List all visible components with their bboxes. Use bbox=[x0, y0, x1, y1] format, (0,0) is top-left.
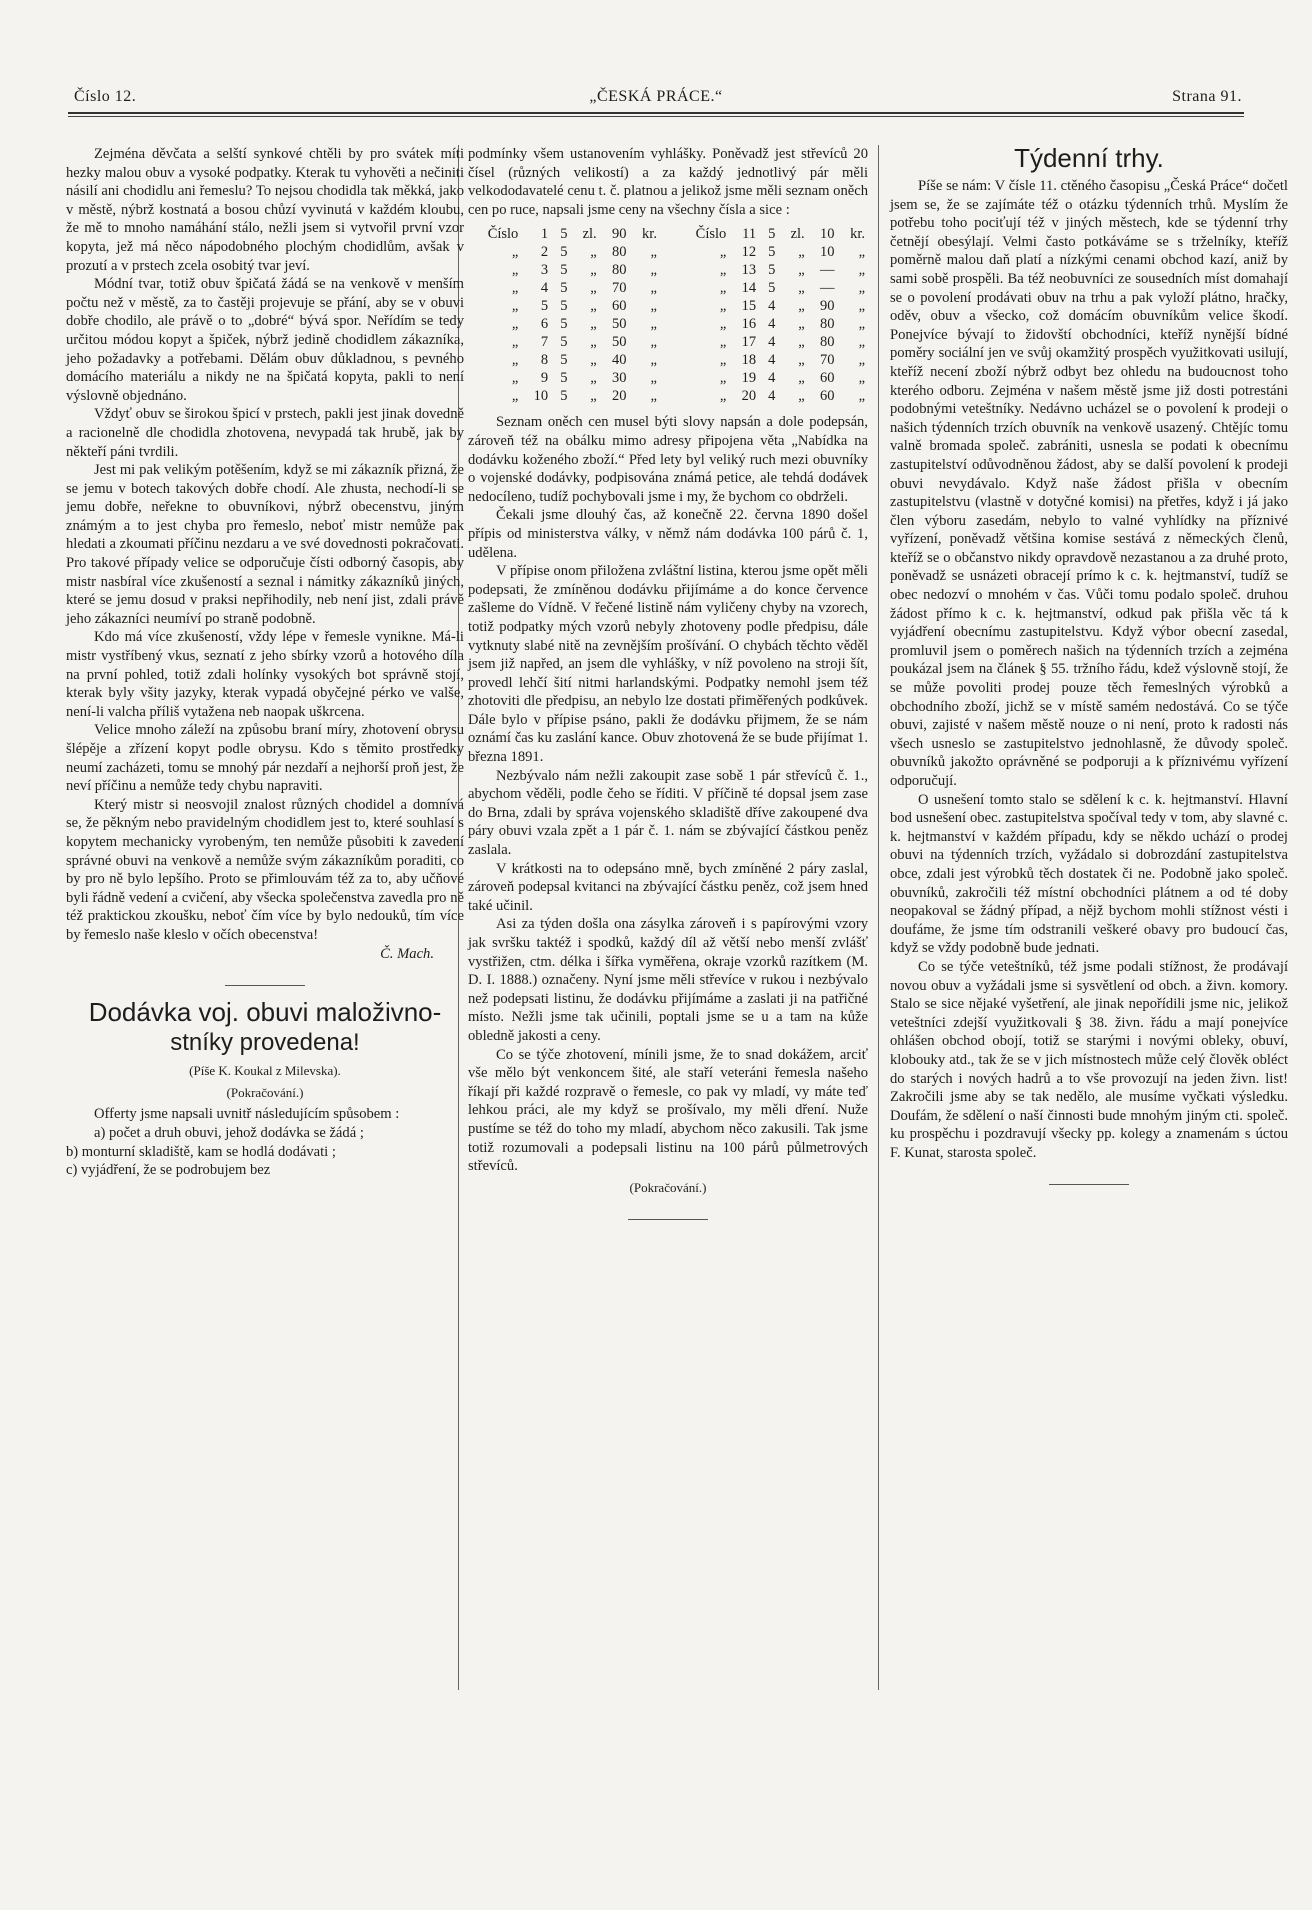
table-cell: 5 bbox=[768, 226, 776, 243]
table-cell: 30 bbox=[612, 370, 627, 387]
table-cell: „ bbox=[858, 244, 865, 261]
table-row bbox=[468, 333, 868, 351]
paragraph: Co se týče zhotovení, mínili jsme, že to snad dokážem, arciť vše mělo být venkoncem šité, ale staří veteráni řemesla našeho říkají při každé rozpravě o řemesle, co pak vy mladí, vy máte teď lehkou práci, ale my když se prošívalo, my měli dření. Nuže pustíme se též do toho my mladí, abychom něco zakusili. Tak jsme totiž rozumovali a podepsali listinu na 100 párů půlmetrových střevíců. bbox=[468, 1046, 868, 1175]
table-cell: 50 bbox=[612, 316, 627, 333]
table-cell: 4 bbox=[768, 298, 776, 315]
table-cell: 20 bbox=[741, 388, 757, 405]
table-cell: 5 bbox=[560, 262, 568, 279]
issue-number: Číslo 12. bbox=[74, 88, 137, 105]
table-row bbox=[468, 387, 868, 405]
paragraph: Seznam oněch cen musel býti slovy napsán a dole podepsán, zároveň též na obálku mimo adresy připojena věta „Nabídka na dodávku koženého zboží.“ Před lety byl veliký ruch mezi obuvníky o vojenské dodávky, podpisována známá petice, ale tehdá dodávek nedocíleno, tudíž pochybovali jsme i my, že bychom co obdrželi. bbox=[468, 414, 868, 505]
table-cell: „ bbox=[590, 388, 597, 405]
table-cell: „ bbox=[650, 280, 657, 297]
paragraph: Který mistr si neosvojil znalost různých chodidel a domnívá se, že pěkným nebo pravidelným chodidlem jest to, které souhlasí s kopytem mechanicky vyrobeným, ten nemůže působiti k zavedení správné obuvi na venkově a nemůže svým zákazníkům poraditi, co by pro ně bylo lepšího. Proto se přimlouvám též za to, aby učňové byli řádně vedení a cvičení, aby všecka společenstva zavedla pro ně též praktickou zkoušku, neboť čím více by bylo nedouků, tím více by řemeslo naše kleslo v očích obecenstva! bbox=[66, 796, 464, 943]
table-cell: „ bbox=[590, 334, 597, 351]
table-cell: „ bbox=[798, 280, 805, 297]
paragraph: Píše se nám: V čísle 11. ctěného časopisu „Česká Práce“ dočetl jsem se, že se zajímáte též o otázku týdenních trhů. Myslím že potřebu toho pociťují též v jiných městech, kde se týdenní trhy četnějí obesýlají. Velmi často potkáváme se s trželníky, kteříž poměrně malou daň platí a nízkými cenami obchod kazí, aniž by sami sobě prospěli. Ba též neobuvníci ze sousedních míst domahají se o povolení prodávati obuv na trhu a pak vyloží plátno, hračky, oděv, obuv a všecko, což domácím obuvníkům velice škodí. Ponejvíce bývají to židovští obchodníci, kteříž nynější bídné poměry sociální jen ve svůj okamžitý prospěch využitkovati usilují, kteříž necení zboží nýbrž odbyt bez ohledu na budoucnost toho kterého odboru. Zejména v našem městě jsme již dosti potrestáni podobnými veteštníky. Nedávno ucházel se o povolení k prodeji o našich týdenních trzích obuvník na venkově usazený. Chtějíc tomu valně bromada společ. zabrániti, usnesla se podati k obecnímu zastupitelství odůvodněnou žádost, aby se další povolení k prodeji obuvi nevydávalo. Když naše žádost přišla v obecním zastupitelstvu (vlastně v dotyčné komisi) na přetřes, když i já jako člen výboru zasedám, nebylo to valné vyhlídky na příznivé vyřízení, poněvadž většina komise sestává z německých členů, kteříž se o občanstvo nikdy opravdově nezastanou a za druhé proto, poněvadž se usnázeti obracejí prímo k c. k. hejtmanství, tudíž se obec nedozví o mnohém v čas. Vůči tomu podalo společ. druhou žádost přímo k c. k. hejtmanství, odkud pak přišla věc tá k vyjádření obecnímu zastupitelstvu. Když výbor obecní zasedal, promluvil jsem o poměrech našich na týdenních trzích a zejména poukázal jsem na článek § 55. tržního řádu, kdež výslovně stojí, že se může povoliti prodej pouze těch řemeslných výrobků a obchodního zboží, jichž se v místě samém nedostává. Co se týče obuvi, zajisté v našem městě nouze o ni není, proto k radosti nás všech usneslo se zastupitelstvo jednohlasně, že důvody společ. obuvníků jakožto oprávněné se podporuji a k příznivému vyřízení odporučují. bbox=[890, 178, 1288, 789]
table-cell: 5 bbox=[560, 316, 568, 333]
paragraph: Velice mnoho záleží na způsobu braní míry, zhotovení obrysu šlépěje a zřízení kopyt podle obrysu. Kdo s těmito prostředky neumí zacházeti, tomu se mnohý pár nezdaří a nejhorší proň jest, že neví příčinu a nemůže tedy chybu napraviti. bbox=[66, 722, 464, 795]
article-title: Týdenní trhy. bbox=[1014, 143, 1164, 173]
table-cell: 40 bbox=[612, 352, 627, 369]
table-cell: 90 bbox=[820, 298, 835, 315]
table-cell: — bbox=[820, 280, 835, 297]
paragraph: Asi za týden došla ona zásylka zároveň i s papírovými vzory jak svršku taktéž i spodků, každý díl až větší nebo menší zvlášť vystřižen, ctm. délka i šířka vyměřena, okraje vzorků razítkem (M. D. I. 1888.) označeny. Nyní jsme měli střevíce v rukou i nezbývalo než podepsati listinu, že dodávku přijímáme a zaslati ji na patřičné místo. Nežli jsme tak učinili, poptali jsme se u a tam na kůže obledně jakosti a ceny. bbox=[468, 916, 868, 1044]
column-divider bbox=[878, 145, 879, 1690]
page-number: Strana 91. bbox=[1172, 88, 1242, 105]
table-cell: 5 bbox=[560, 298, 568, 315]
table-cell: 5 bbox=[560, 334, 568, 351]
table-cell: „ bbox=[590, 316, 597, 333]
table-cell: 4 bbox=[768, 316, 776, 333]
table-cell: „ bbox=[798, 334, 805, 351]
table-cell: 4 bbox=[768, 352, 776, 369]
table-cell: „ bbox=[511, 244, 519, 261]
list-item: a) počet a druh obuvi, jehož dodávka se žádá ; bbox=[94, 1124, 364, 1141]
table-cell: „ bbox=[719, 298, 727, 315]
table-row bbox=[468, 315, 868, 333]
page-header bbox=[70, 88, 1242, 110]
continued-note: (Pokračování.) bbox=[226, 1084, 304, 1100]
table-cell: „ bbox=[590, 370, 597, 387]
column-2 bbox=[468, 145, 868, 1220]
table-cell: „ bbox=[650, 298, 657, 315]
header-rule bbox=[68, 112, 1244, 114]
section-rule bbox=[225, 985, 305, 986]
table-cell: „ bbox=[590, 280, 597, 297]
table-cell: „ bbox=[511, 298, 519, 315]
table-cell: 20 bbox=[612, 388, 627, 405]
table-cell: 90 bbox=[612, 226, 627, 243]
table-cell: „ bbox=[511, 280, 519, 297]
table-cell: 5 bbox=[768, 244, 776, 261]
article-title-line-1: Dodávka voj. obuvi maloživno- bbox=[88, 997, 442, 1028]
table-cell: „ bbox=[650, 334, 657, 351]
table-cell: „ bbox=[590, 298, 597, 315]
table-cell: 7 bbox=[540, 334, 549, 351]
table-cell: Číslo bbox=[695, 226, 727, 243]
article-byline: (Píše K. Koukal z Milevska). bbox=[189, 1063, 341, 1079]
paragraph: Zejména děvčata a selští synkové chtěli by pro svátek míti hezky malou obuv a vysoké podpatky. Kterak tu vyhověti a nečiniti násilí ani chodidlu ani řemeslu? To nejsou chodidla tak měkká, jako v městě, nýbrž kostnatá a bosou chůzí vyvinutá v každém kloubu, že mě to mnoho namáhání stálo, nežli jsem si vytvořil první vzor kopyta, jež má něco nápodobného plochým chodidlům, avšak v prozutí a v prstech zcela osobitý tvar jeví. bbox=[66, 146, 464, 274]
table-cell: „ bbox=[590, 352, 597, 369]
table-cell: 10 bbox=[533, 388, 549, 405]
paragraph: Kdo má více zkušeností, vždy lépe v řemesle vynikne. Má-li mistr vystříbený vkus, seznatí z jeho sbírky vzorů a hotového díla na první pohled, totiž zdali holínky vysokých bot správně stojí, kterak byly všity jazyky, kterak vypadá obyčejné pérko ve valše, není-li valcha příliš vytažena neb naopak uškrcena. bbox=[66, 629, 464, 720]
table-cell: kr. bbox=[850, 226, 865, 243]
paragraph: V krátkosti na to odepsáno mně, bych zmíněné 2 páry zaslal, zároveň podepsal kvitanci na zbývající částku peněz, což jsem hned také učinil. bbox=[468, 860, 868, 914]
table-cell: 80 bbox=[612, 262, 627, 279]
table-cell: 15 bbox=[741, 298, 757, 315]
table-cell: 4 bbox=[768, 334, 776, 351]
table-cell: „ bbox=[798, 316, 805, 333]
table-row bbox=[468, 369, 868, 387]
table-row bbox=[468, 243, 868, 261]
table-cell: 5 bbox=[768, 262, 776, 279]
article-title-line-2: stníky provedena! bbox=[170, 1029, 360, 1057]
table-cell: „ bbox=[858, 280, 865, 297]
table-cell: 3 bbox=[540, 262, 549, 279]
table-cell: 2 bbox=[540, 244, 549, 261]
table-cell: „ bbox=[798, 370, 805, 387]
table-cell: 14 bbox=[741, 280, 757, 297]
table-cell: kr. bbox=[642, 226, 657, 243]
table-cell: 80 bbox=[612, 244, 627, 261]
paragraph: Co se týče veteštníků, též jsme podali stížnost, že prodávají novou obuv a vyžádali jsme si sysvětlení od obch. a živn. komory. Stalo se sice nějaké vyšetření, ale jinak nepořídili jsme nic, jelikož veteštníci zdejší využitkovali § 38. živn. řádu a mají ponejvíce ohlášen obchod obojí, totiž se starými i novými obleky, obuví, kloboukу atd., tak že se v jich místnostech může celý člověk obléct do starých i nových hadrů a to vše provozují na jeden živn. list! Zakročili jsme aby se tak nedělo, ale musíme vyčkati výsledku. Doufám, že sdělení o naší činnosti bude mnohým jiným cti. společ. ku prospěchu i pozdravují všecky pp. kolegy a znamenám s úctou F. Kunat, starosta společ. bbox=[890, 958, 1288, 1161]
table-cell: „ bbox=[719, 334, 727, 351]
table-cell: „ bbox=[511, 316, 519, 333]
table-cell: „ bbox=[858, 262, 865, 279]
table-cell: 8 bbox=[540, 352, 549, 369]
table-cell: 9 bbox=[540, 370, 549, 387]
table-row bbox=[468, 225, 868, 243]
table-cell: „ bbox=[719, 370, 727, 387]
table-cell: „ bbox=[798, 298, 805, 315]
header-rule-thin bbox=[68, 116, 1244, 117]
table-cell: „ bbox=[650, 352, 657, 369]
table-cell: „ bbox=[650, 316, 657, 333]
table-cell: „ bbox=[798, 388, 805, 405]
table-cell: „ bbox=[590, 262, 597, 279]
table-cell: „ bbox=[650, 370, 657, 387]
paragraph: Offerty jsme napsali uvnitř následujícím spůsobem : bbox=[94, 1106, 400, 1123]
table-cell: „ bbox=[511, 262, 519, 279]
table-cell: zl. bbox=[582, 226, 597, 243]
paragraph: Módní tvar, totiž obuv špičatá žádá se na venkově v menším počtu než v městě, za to častěji projevuje se přání, aby se v obuvi dobře chodilo, ale právě o to „dobré“ bývá spor. Neřídím se tedy určitou módou kopyt a špiček, nýbrž jedině chodidlem zákazníka, jeho požadavky a potřebami. Dělám obuv důkladnou, s pevného domácího materiálu a nikdy ne na špičatá kopyta, pakli to není výslovně objednáno. bbox=[66, 276, 464, 404]
column-3 bbox=[890, 145, 1288, 1185]
table-cell: 5 bbox=[768, 280, 776, 297]
paragraph: Nezbývalo nám nežli zakoupit zase sobě 1 pár střevíců č. 1., abychom věděli, podle čeho se říditi. V příčině té dopsal jsem zase do Brna, zdali by správa vojenského skladiště dříve zakoupené dva páry obuvi vzala zpět a 1 pár č. 1. nám se zbývající částkou peněz zaslala. bbox=[468, 767, 868, 859]
table-cell: 19 bbox=[741, 370, 757, 387]
table-row bbox=[468, 279, 868, 297]
table-cell: „ bbox=[858, 388, 865, 405]
table-row bbox=[468, 297, 868, 315]
table-cell: 16 bbox=[741, 316, 757, 333]
table-cell: „ bbox=[511, 352, 519, 369]
price-table bbox=[468, 225, 868, 405]
table-cell: „ bbox=[719, 280, 727, 297]
table-cell: zl. bbox=[790, 226, 805, 243]
table-cell: 10 bbox=[820, 244, 835, 261]
paragraph: Čekali jsme dlouhý čas, až konečně 22. června 1890 došel přípis od ministerstva války, v němž nám dodávka 100 párů č. 1, udělena. bbox=[468, 507, 868, 561]
table-cell: „ bbox=[511, 370, 519, 387]
table-cell: 4 bbox=[540, 280, 549, 297]
table-cell: „ bbox=[798, 352, 805, 369]
table-cell: „ bbox=[650, 262, 657, 279]
table-cell: „ bbox=[798, 262, 805, 279]
table-cell: „ bbox=[858, 352, 865, 369]
table-cell: 70 bbox=[612, 280, 627, 297]
table-cell: 50 bbox=[612, 334, 627, 351]
table-cell: „ bbox=[511, 334, 519, 351]
table-cell: 4 bbox=[768, 388, 776, 405]
section-rule bbox=[1049, 1184, 1129, 1185]
table-cell: „ bbox=[719, 262, 727, 279]
paragraph: Jest mi pak velikým potěšením, když se mi zákazník přizná, že se jemu v botech takových dobře chodí. Ale zhusta, nechodí-li se jemu dobře, neřekne to obuvníkovi, nýbrž obecenstvu, jiným známým a to jest chyba pro řemeslo, neboť mistr nemůže pak hledati a zkoumati příčinu nezdaru a ve své dovednosti pokračovati. Pro takové případy velice se odporučuje čísti odborný časopis, aby mistr nasbíral více zkušeností a seznal i námitky zákazníků jiných, které se jemu dosud v praksi nepřihodily, neb není jist, zdali právě jeho zákazníci neumíví po straně podobně. bbox=[66, 462, 464, 627]
table-cell: 17 bbox=[741, 334, 757, 351]
table-cell: 18 bbox=[741, 352, 757, 369]
table-cell: „ bbox=[719, 388, 727, 405]
paragraph: O usnešení tomto stalo se sdělení k c. k. hejtmanství. Hlavní bod usnešení obec. zastupitelstva spočíval tedy v tom, aby slavné c. k. hejtmanství v každém případu, kdy se někdo uchází o prodej obuvi na týdenních trzích, vyžádalo si dobrozdání zastupitelstva obce, zdali jest výrobků těch dostatek či ne. Podobně jako společ. obuvníků, zakročili též místní obchodníci plátnem a od té doby neopakoval se žádný případ, a nějž bychom mohli stížnost vésti i doufáme, že jsme tím odstranili veškeré obavy pro budoucí čas, když se vždy podobně bude jednati. bbox=[890, 791, 1288, 957]
table-row bbox=[468, 261, 868, 279]
paragraph: podmínky všem ustanovením vyhlášky. Poněvadž jest střevíců 20 čísel (různých velikostí) a za každý jednotlivý pár měli velkododavatelé cenu t. č. platnou a jelikož jsme měli seznam oněch cen po ruce, napsali jsme ceny na všechny čísla a sice : bbox=[468, 146, 868, 218]
table-cell: 5 bbox=[560, 280, 568, 297]
table-cell: „ bbox=[650, 388, 657, 405]
table-cell: 5 bbox=[560, 388, 568, 405]
table-cell: 5 bbox=[560, 244, 568, 261]
list-item: b) monturní skladiště, kam se hodlá dodávati ; bbox=[66, 1143, 336, 1160]
newspaper-title: „ČESKÁ PRÁCE.“ bbox=[589, 88, 723, 105]
table-cell: „ bbox=[719, 352, 727, 369]
table-cell: 60 bbox=[820, 388, 835, 405]
table-cell: 1 bbox=[540, 226, 549, 243]
paragraph: Vždyť obuv se širokou špicí v prstech, pakli jest jinak dovedně a racionelně dle chodidla zhotovena, nevypadá tak hrubě, jak by někteří páni tvrdili. bbox=[66, 406, 464, 460]
table-cell: „ bbox=[858, 298, 865, 315]
table-cell: 5 bbox=[560, 352, 568, 369]
table-cell: 60 bbox=[612, 298, 627, 315]
table-cell: Číslo bbox=[487, 226, 519, 243]
table-cell: „ bbox=[719, 316, 727, 333]
table-cell: — bbox=[820, 262, 835, 279]
table-cell: „ bbox=[511, 388, 519, 405]
table-cell: 80 bbox=[820, 334, 835, 351]
table-cell: 5 bbox=[540, 298, 549, 315]
column-1 bbox=[66, 145, 464, 1180]
table-cell: „ bbox=[650, 244, 657, 261]
table-cell: „ bbox=[798, 244, 805, 261]
table-cell: „ bbox=[858, 334, 865, 351]
table-cell: 13 bbox=[741, 262, 757, 279]
table-cell: 6 bbox=[540, 316, 549, 333]
table-cell: 5 bbox=[560, 226, 568, 243]
paragraph: V přípise onom přiložena zvláštní listina, kterou jsme opět měli podepsati, že zmíněnou dodávku přijímáme a do konce července zašleme do Vídně. V řečené listině nám vyličeny chyby na vzorech, totiž podpatky mých vzorů nebyly zhotoveny podle předpisu, dále vytknuty slabé nitě na zevnějším prošívání. O chybách těchto věděl jsem již napřed, an jsem dle vyhlášky, v níž povoleno na stroji šít, provedl lehčí šití nitmi harlandskými. Podpatky nemohl jsem též zhotoviti dle předpisu, an nebylo lze dostati přiměřených podkůvek. Dále bylo v přípise psáno, pakli že dodávku přijmem, že se nám oznámí čas ku zaslání kance. Obuv zhotovená že se bude přijímat 1. března 1891. bbox=[468, 563, 868, 766]
table-cell: 10 bbox=[820, 226, 835, 243]
list-item: c) vyjádření, že se podrobujem bez bbox=[66, 1162, 271, 1179]
table-cell: 4 bbox=[768, 370, 776, 387]
table-cell: 70 bbox=[820, 352, 835, 369]
table-cell: 12 bbox=[741, 244, 757, 261]
table-cell: 60 bbox=[820, 370, 835, 387]
author-signature: Č. Mach. bbox=[380, 945, 434, 962]
table-cell: „ bbox=[858, 316, 865, 333]
table-cell: 80 bbox=[820, 316, 835, 333]
table-row bbox=[468, 351, 868, 369]
table-cell: „ bbox=[590, 244, 597, 261]
section-rule bbox=[628, 1219, 708, 1220]
continued-note: (Pokračování.) bbox=[629, 1179, 707, 1195]
table-cell: 5 bbox=[560, 370, 568, 387]
table-cell: „ bbox=[719, 244, 727, 261]
table-cell: „ bbox=[858, 370, 865, 387]
table-cell: 11 bbox=[742, 226, 757, 243]
